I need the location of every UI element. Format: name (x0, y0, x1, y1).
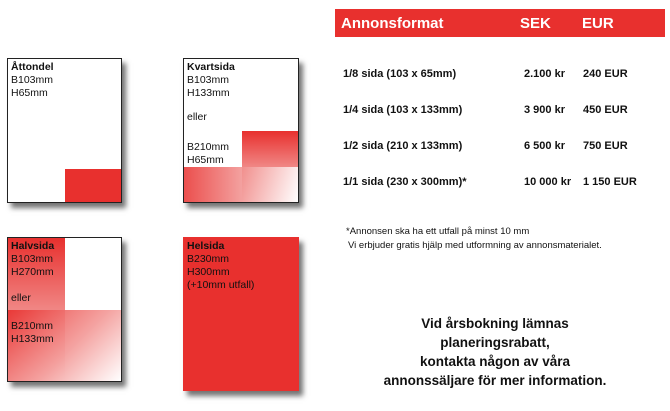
row-sek: 10 000 kr (524, 176, 572, 188)
header-sek: SEK (520, 15, 551, 32)
card-width: B230mm (187, 253, 230, 265)
card-height: H133mm (187, 87, 230, 99)
header-format: Annonsformat (341, 15, 444, 32)
card-bleed: (+10mm utfall) (187, 279, 255, 291)
row-eur: 750 EUR (583, 140, 628, 152)
row-sek: 6 500 kr (524, 140, 565, 152)
row-format: 1/1 sida (230 x 300mm)* (343, 176, 467, 188)
card-eller: eller (187, 111, 207, 123)
card-width: B103mm (11, 253, 54, 265)
card-helsida (183, 237, 299, 391)
card-height-alt: H65mm (187, 154, 224, 166)
card-title: Helsida (187, 240, 225, 252)
ad-size-block-horizontal (184, 167, 298, 202)
card-title: Åttondel (11, 61, 54, 73)
card-width-alt: B210mm (11, 320, 54, 332)
card-halvsida (7, 237, 122, 382)
header-eur: EUR (582, 15, 614, 32)
card-height: H270mm (11, 266, 54, 278)
row-sek: 2.100 kr (524, 68, 565, 80)
design-help-note: Vi erbjuder gratis hjälp med utformning av annonsmaterialet. (348, 240, 602, 251)
card-width: B103mm (11, 74, 54, 86)
ad-size-block (65, 169, 121, 202)
bleed-note: *Annonsen ska ha ett utfall på minst 10 mm (346, 226, 530, 237)
promo-line: planeringsrabatt, (440, 335, 550, 350)
card-height: H300mm (187, 266, 230, 278)
price-table-header (335, 9, 665, 37)
promo-line: kontakta någon av våra (419, 354, 571, 369)
card-eller: eller (11, 292, 31, 304)
card-title: Kvartsida (187, 61, 235, 73)
card-kvartsida (183, 58, 299, 203)
card-height: H65mm (11, 87, 48, 99)
row-eur: 450 EUR (583, 104, 628, 116)
card-width: B103mm (187, 74, 230, 86)
row-sek: 3 900 kr (524, 104, 565, 116)
card-title: Halvsida (11, 240, 55, 252)
row-eur: 1 150 EUR (583, 176, 637, 188)
card-width-alt: B210mm (187, 141, 230, 153)
row-format: 1/4 sida (103 x 133mm) (343, 104, 463, 116)
row-eur: 240 EUR (583, 68, 628, 80)
promo-line: Vid årsbokning lämnas (421, 316, 569, 331)
promo-text (330, 314, 660, 390)
row-format: 1/8 sida (103 x 65mm) (343, 68, 457, 80)
card-height-alt: H133mm (11, 333, 54, 345)
card-attondel (7, 58, 122, 203)
row-format: 1/2 sida (210 x 133mm) (343, 140, 463, 152)
promo-line: annonssäljare för mer information. (383, 373, 607, 388)
